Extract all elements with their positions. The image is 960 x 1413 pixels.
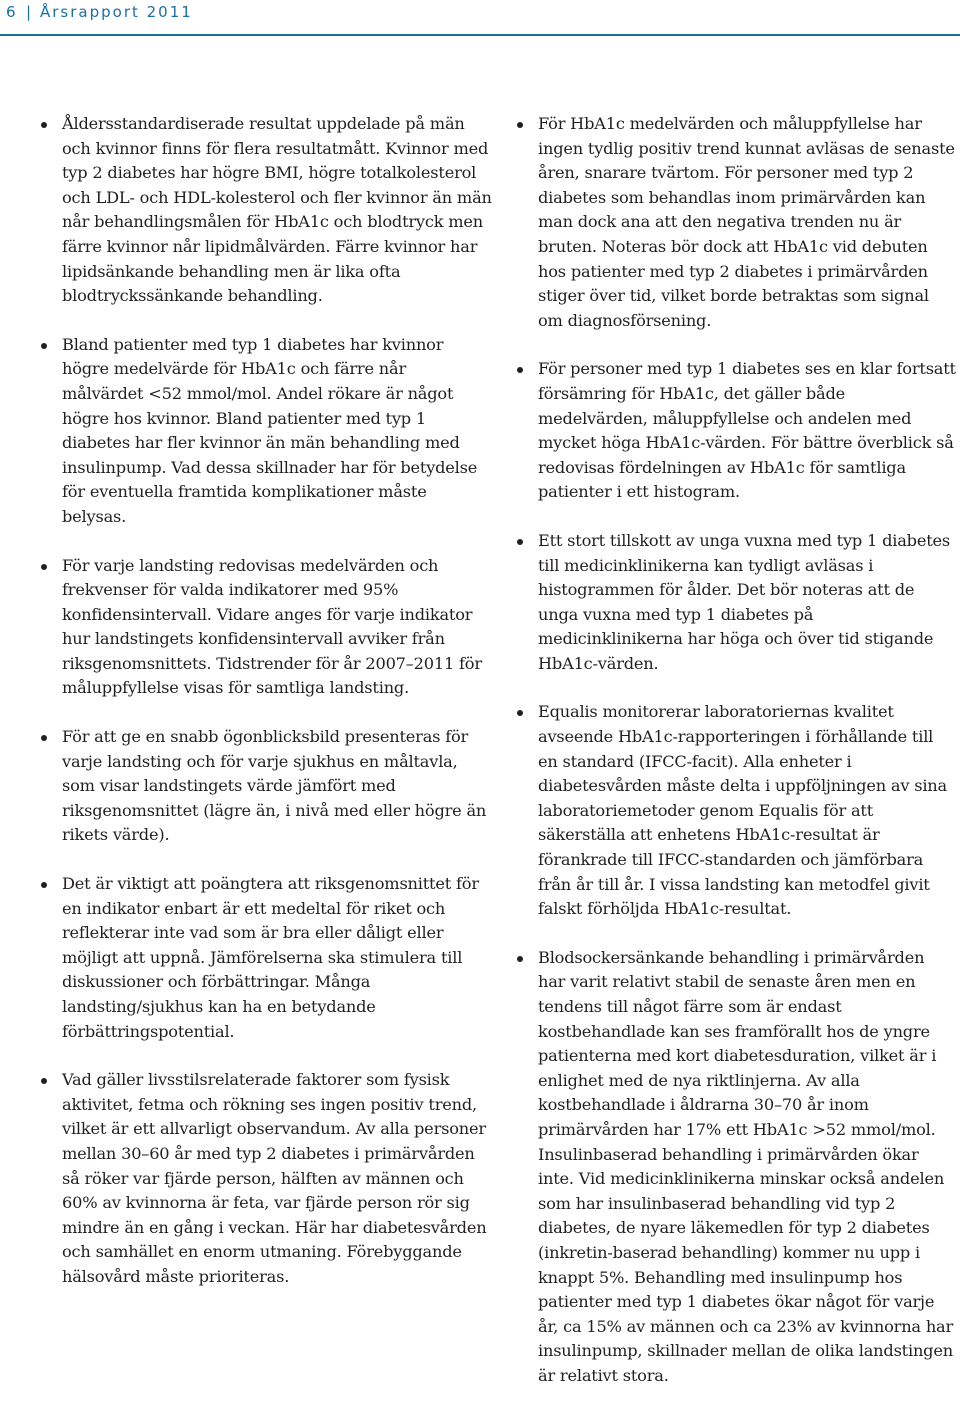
bullet-item: Det är viktigt att poängtera att riksgenomsnittet för en indikator enbart är ett medeltal för riket och reflekterar inte vad som är bra eller dåligt eller möjligt att uppnå. Jämförelserna ska stimulera till diskussioner och förbättringar. Många landsting/sjukhus kan ha en betydande förbättringspotential. <box>40 872 492 1044</box>
header-rule <box>0 34 960 36</box>
report-title: Årsrapport 2011 <box>40 3 193 21</box>
bullet-item: För varje landsting redovisas medelvärden och frekvenser för valda indikatorer med 95% konfidensintervall. Vidare anges för varje indikator hur landstingets konfidensintervall avviker från riksgenomsnittets. Tidstrender för år 2007–2011 för måluppfyllelse visas för samtliga landsting. <box>40 554 492 702</box>
bullet-item: Equalis monitorerar laboratoriernas kvalitet avseende HbA1c-rapporteringen i förhållande till en standard (IFCC-facit). Alla enheter i diabetesvården måste delta i uppföljningen av sina laboratoriemetoder genom Equalis för att säkerställa att enhetens HbA1c-resultat är förankrade till IFCC-standarden och jämförbara från år till år. I vissa landsting kan metodfel givit falskt förhöljda HbA1c-resultat. <box>516 700 956 921</box>
header-separator: | <box>26 3 32 21</box>
bullet-item: Ett stort tillskott av unga vuxna med typ 1 diabetes till medicinklinikerna kan tydligt avläsas i histogrammen för ålder. Det bör noteras att de unga vuxna med typ 1 diabetes på medicinklinikerna har höga och över tid stigande HbA1c-värden. <box>516 529 956 677</box>
page-header <box>0 0 960 30</box>
bullet-item: Åldersstandardiserade resultat uppdelade på män och kvinnor finns för flera resultatmått. Kvinnor med typ 2 diabetes har högre BMI, högre totalkolesterol och LDL- och HDL-kolesterol och fler kvinnor än män når behandlingsmålen för HbA1c och blodtryck men färre kvinnor når lipidmålvärden. Färre kvinnor har lipidsänkande behandling men är lika ofta blodtryckssänkande behandling. <box>40 112 492 309</box>
bullet-item: Vad gäller livsstilsrelaterade faktorer som fysisk aktivitet, fetma och rökning ses ingen positiv trend, vilket är ett allvarligt observandum. Av alla personer mellan 30–60 år med typ 2 diabetes i primärvården så röker var fjärde person, hälften av männen och 60% av kvinnorna är feta, var fjärde person rör sig mindre än en gång i veckan. Här har diabetesvården och samhället en enorm utmaning. Förebyggande hälsovård måste prioriteras. <box>40 1068 492 1289</box>
page-number: 6 <box>6 3 18 21</box>
bullet-item: För HbA1c medelvärden och måluppfyllelse har ingen tydlig positiv trend kunnat avläsas de senaste åren, snarare tvärtom. För personer med typ 2 diabetes som behandlas inom primärvården kan man dock ana att den negativa trenden nu är bruten. Noteras bör dock att HbA1c vid debuten hos patienter med typ 2 diabetes i primärvården stiger över tid, vilket borde betraktas som signal om diagnosförsening. <box>516 112 956 333</box>
bullet-item: För att ge en snabb ögonblicksbild presenteras för varje landsting och för varje sjukhus en måltavla, som visar landstingets värde jämfört med riksgenomsnittet (lägre än, i nivå med eller högre än rikets värde). <box>40 725 492 848</box>
bullet-item: Blodsockersänkande behandling i primärvården har varit relativt stabil de senaste åren men en tendens till något färre som är endast kostbehandlade kan ses framförallt hos de yngre patienterna med kort diabetesduration, vilket är i enlighet med de nya riktlinjerna. Av alla kostbehandlade i åldrarna 30–70 år inom primärvården har 17% ett HbA1c >52 mmol/mol. Insulinbaserad behandling i primärvården ökar inte. Vid medicinklinikerna minskar också andelen som har insulinbaserad behandling vid typ 2 diabetes, de nyare läkemedlen för typ 2 diabetes (inkretin-baserad behandling) kommer nu upp i knappt 5%. Behandling med insulinpump hos patienter med typ 1 diabetes ökar något för varje år, ca 15% av männen och ca 23% av kvinnorna har insulinpump, skillnader mellan de olika landstingen är relativt stora. <box>516 946 956 1389</box>
right-column <box>516 112 956 1413</box>
bullet-item: Bland patienter med typ 1 diabetes har kvinnor högre medelvärde för HbA1c och färre når målvärdet <52 mmol/mol. Andel rökare är något högre hos kvinnor. Bland patienter med typ 1 diabetes har fler kvinnor än män behandling med insulinpump. Vad dessa skillnader har för betydelse för eventuella framtida komplikationer måste belysas. <box>40 333 492 530</box>
bullet-item: För personer med typ 1 diabetes ses en klar fortsatt försämring för HbA1c, det gäller både medelvärden, måluppfyllelse och andelen med mycket höga HbA1c-värden. För bättre överblick så redovisas fördelningen av HbA1c för samtliga patienter i ett histogram. <box>516 357 956 505</box>
left-column <box>40 112 492 1314</box>
